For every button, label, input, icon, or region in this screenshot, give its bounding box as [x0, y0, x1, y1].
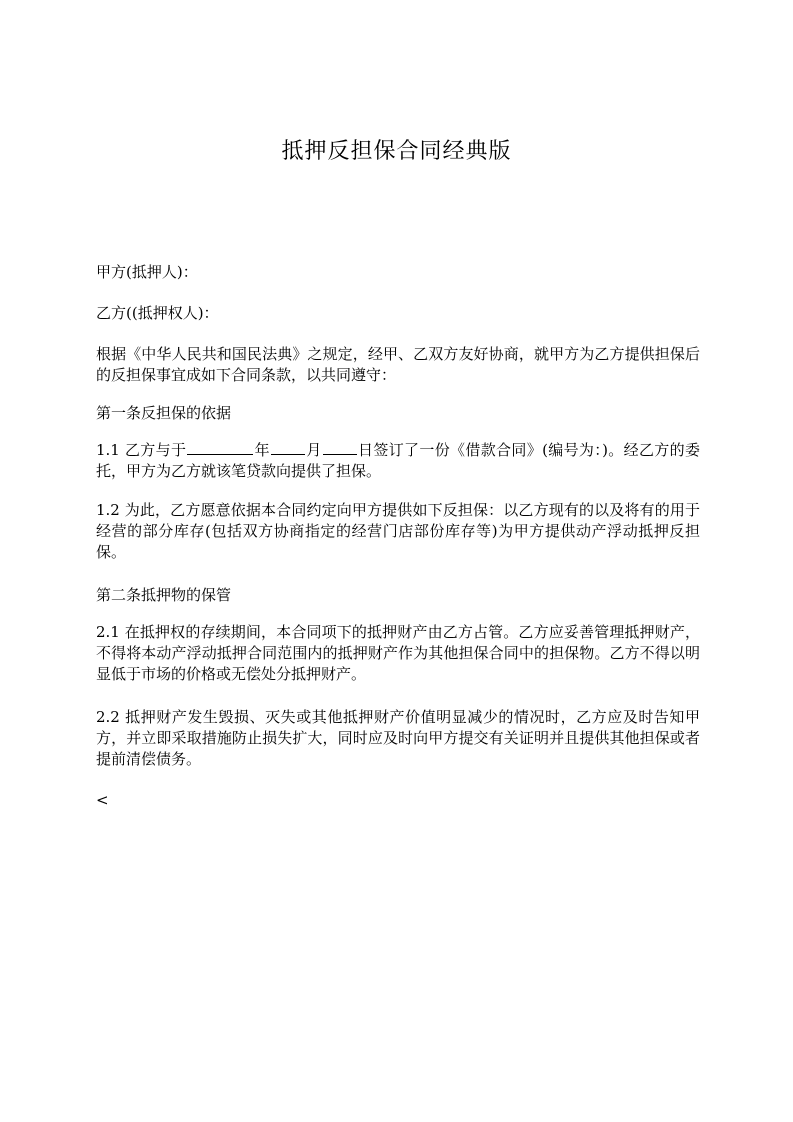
clause-1-2-paragraph: 1.2 为此，乙方愿意依据本合同约定向甲方提供如下反担保：以乙方现有的以及将有的用于经营的部分库存(包括双方协商指定的经营门店部份库存等)为甲方提供动产浮动抵押反担保。 [96, 501, 700, 561]
trailing-mark: < [96, 791, 109, 809]
article-1-heading: 第一条反担保的依据 [96, 404, 232, 422]
article-2-heading: 第二条抵押物的保管 [96, 586, 232, 604]
party-a-line: 甲方(抵押人)： [96, 263, 198, 281]
year-blank-line [187, 440, 253, 455]
clause-2-1-paragraph: 2.1 在抵押权的存续期间，本合同项下的抵押财产由乙方占管。乙方应妥善管理抵押财产，不得将本动产浮动抵押合同范围内的抵押财产作为其他担保合同中的担保物。乙方不得以明显低于市场的价格或无偿处分抵押财产。 [96, 623, 700, 683]
party-b-line: 乙方((抵押权人)： [96, 304, 219, 322]
document-title: 抵押反担保合同经典版 [281, 139, 512, 164]
clause-1-1-rest: 日签订了一份《借款合同》(编号为：)。经乙方的委托，甲方为乙方就该笔贷款向提供了担保。 [96, 441, 700, 480]
preamble-paragraph: 根据《中华人民共和国民法典》之规定，经甲、乙双方友好协商，就甲方为乙方提供担保后的反担保事宜成如下合同条款，以共同遵守： [96, 345, 700, 384]
clause-1-1-month: 月 [306, 441, 322, 459]
clause-2-2-paragraph: 2.2 抵押财产发生毁损、灭失或其他抵押财产价值明显减少的情况时，乙方应及时告知甲方，并立即采取措施防止损失扩大，同时应及时向甲方提交有关证明并且提供其他担保或者提前清偿债务。 [96, 708, 700, 768]
day-blank-line [323, 440, 357, 455]
clause-1-1-year: 年 [254, 441, 270, 459]
clause-1-1-lead: 1.1 乙方与于 [96, 441, 187, 459]
month-blank-line [271, 440, 305, 455]
clause-1-1-paragraph [96, 440, 700, 482]
